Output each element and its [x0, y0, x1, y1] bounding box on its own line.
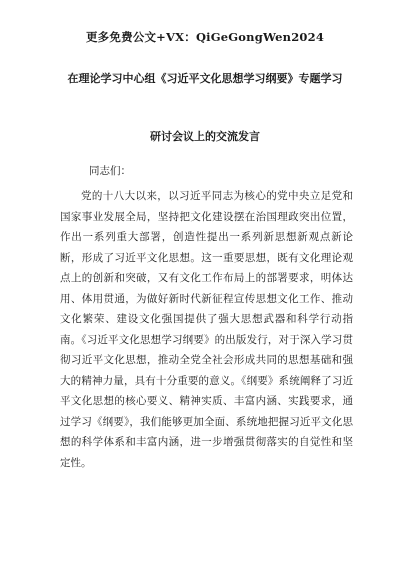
watermark-banner: 更多免费公文+VX：QiGeGongWen2024 — [85, 30, 325, 44]
salutation: 同志们： — [89, 165, 131, 177]
body-paragraph: 党的十八大以来，以习近平同志为核心的党中央立足党和国家事业发展全局，坚持把文化建设摆在治国理政突出位置，作出一系列重大部署，创造性提出一系列新思想新观点新论断，形成了习近平文化思想。这一重要思想，既有文化理论观点上的创新和突破，又有文化工作布局上的部署要求，明体达用、体用贯通，为做好新时代新征程宣传思想文化工作、推动文化繁荣、建设文化强国提供了强大思想武器和科学行动指南。《习近平文化思想学习纲要》的出版发行，对于深入学习贯彻习近平文化思想，推动全党全社会形成共同的思想基础和强大的精神力量，具有十分重要的意义。《纲要》系统阐释了习近平文化思想的核心要义、精神实质、丰富内涵、实践要求，通过学习《纲要》，我们能够更加全面、系统地把握习近平文化思想的科学体系和丰富内涵，进一步增强贯彻落实的自觉性和坚定性。 — [60, 190, 353, 469]
document-title-line2: 研讨会议上的交流发言 — [150, 130, 260, 143]
document-title-line1: 在理论学习中心组《习近平文化思想学习纲要》专题学习 — [67, 72, 343, 85]
